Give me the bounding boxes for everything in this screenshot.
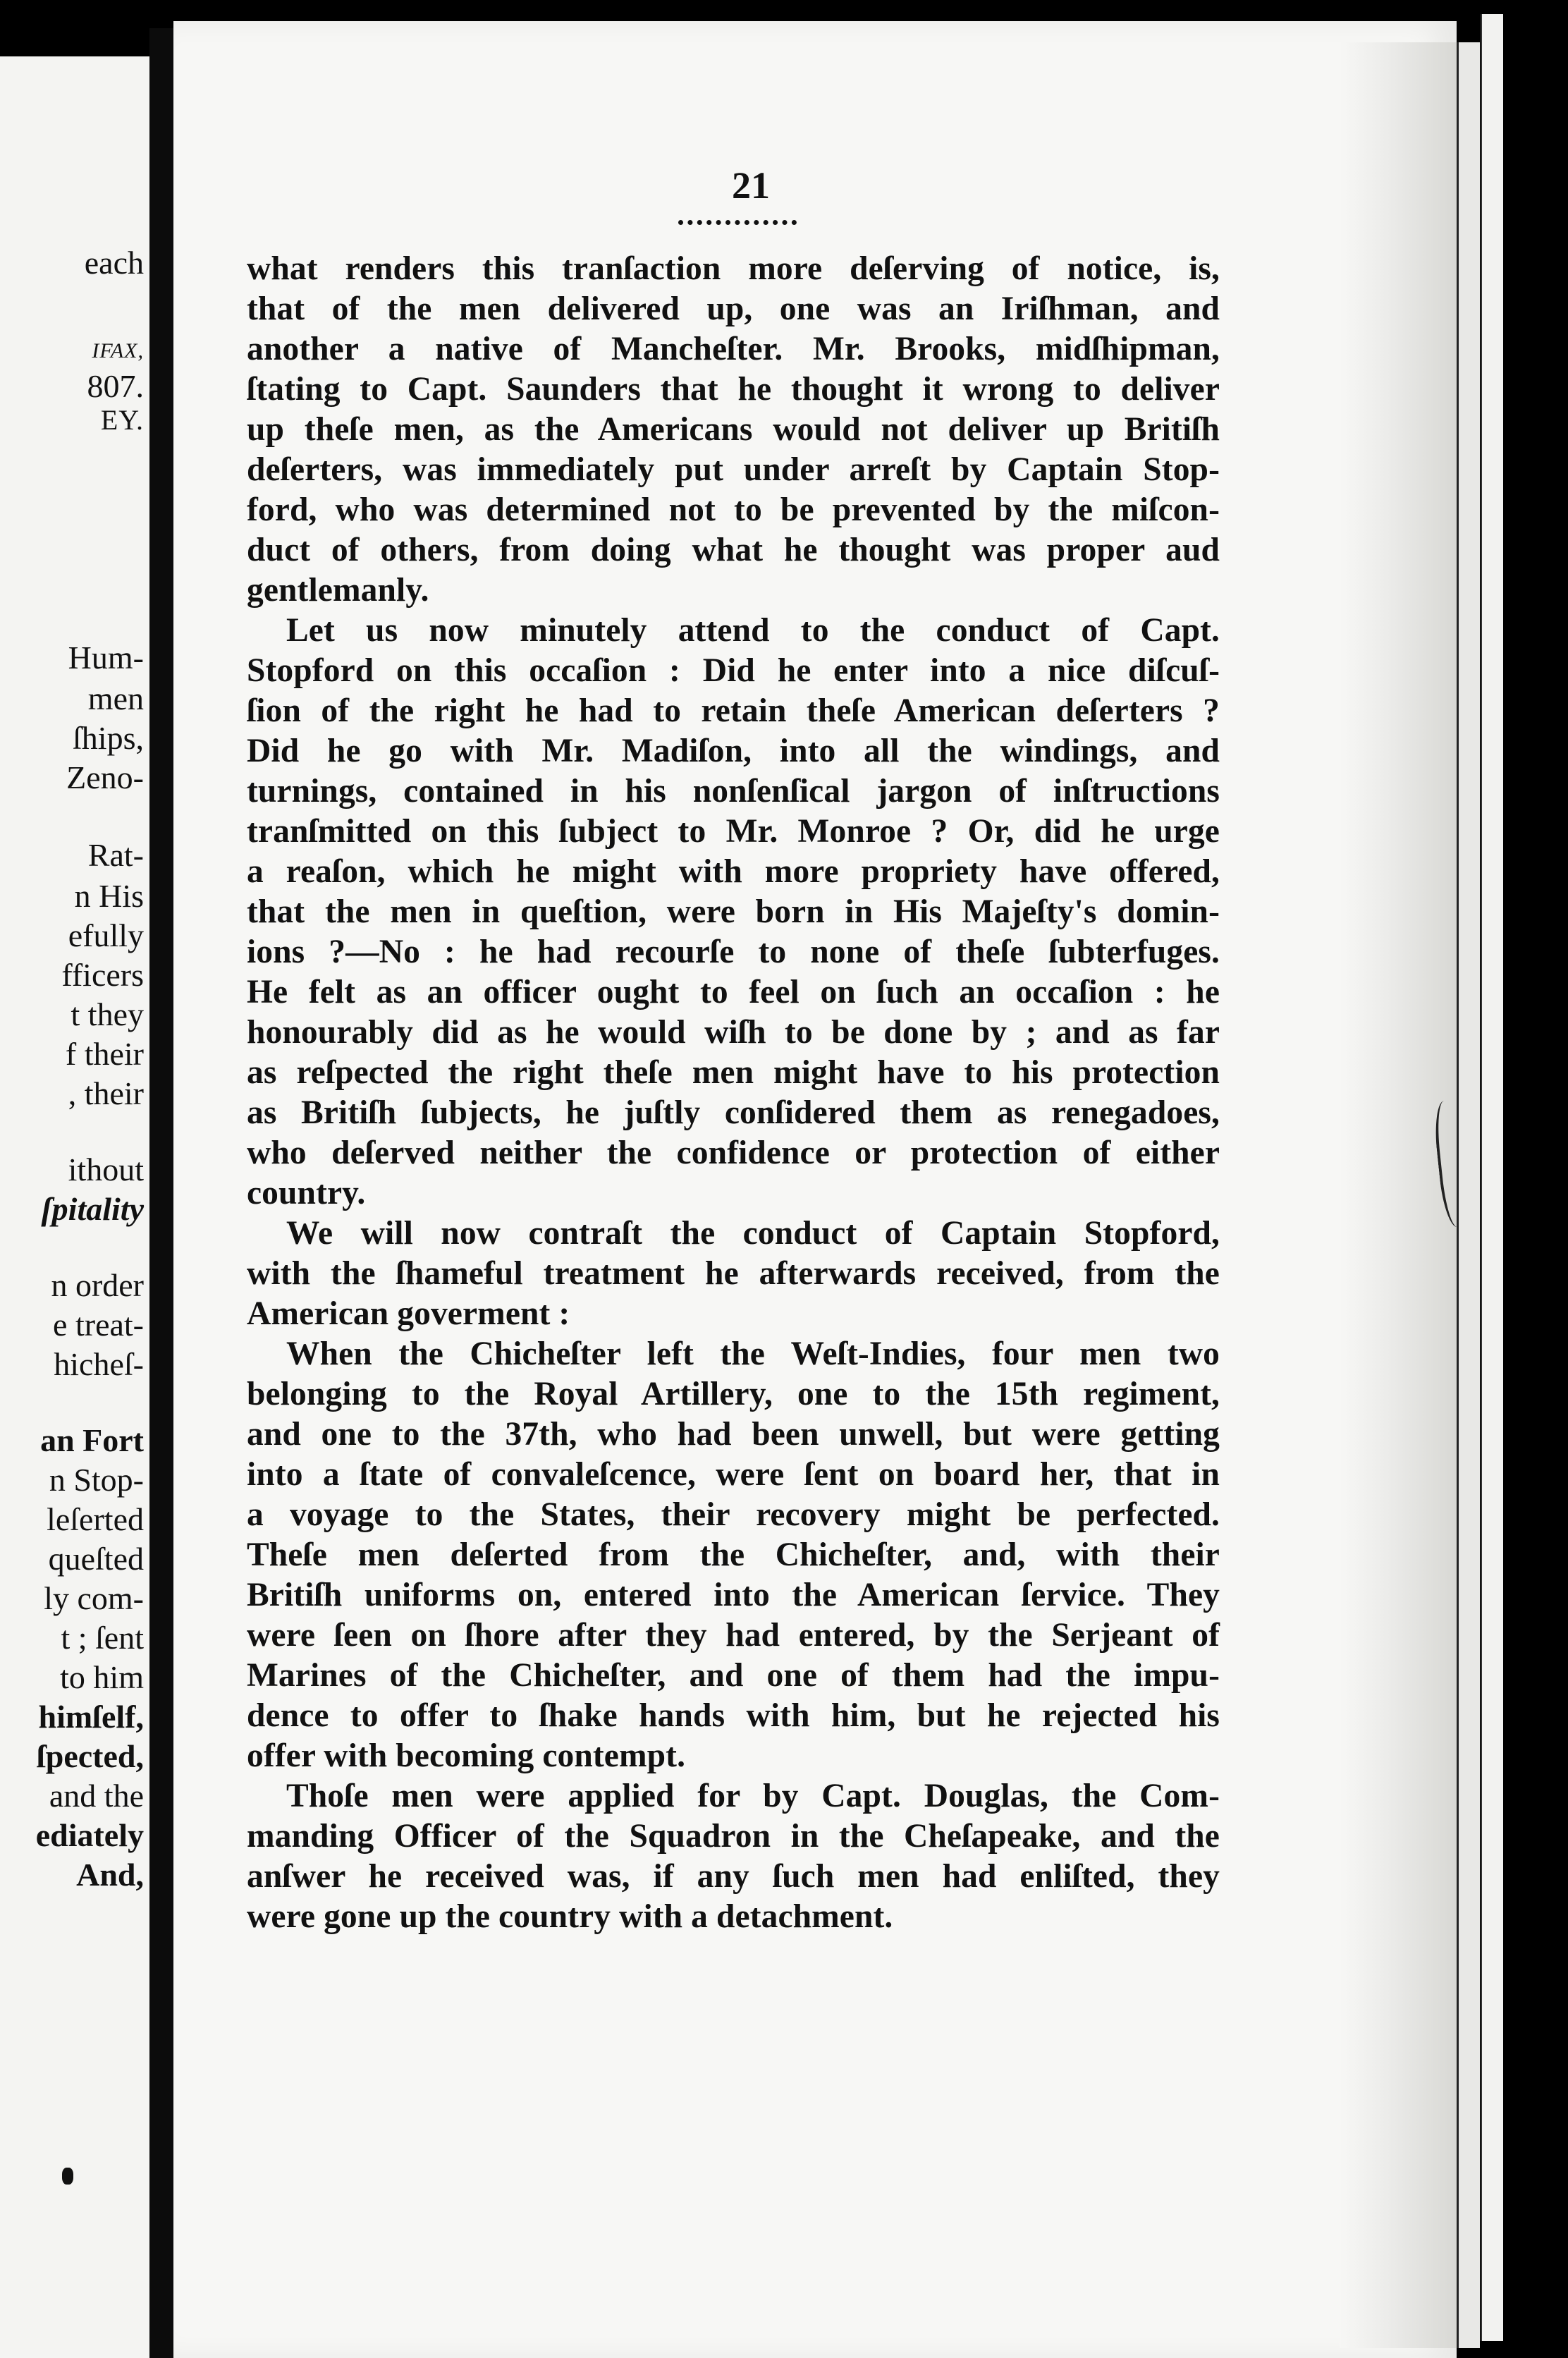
text-line: We will now contraſt the conduct of Captain Stopford, bbox=[286, 1215, 1220, 1252]
text-line: as Britiſh ſubjects, he juſtly conſidered them as renegadoes, bbox=[247, 1094, 1220, 1131]
text-line: into a ſtate of convaleſcence, were ſent on board her, that in bbox=[247, 1456, 1220, 1493]
margin-fragment: an Fort bbox=[40, 1422, 144, 1458]
text-line: gentlemanly. bbox=[247, 572, 429, 609]
margin-fragment: queſted bbox=[48, 1541, 144, 1577]
text-line: ſion of the right he had to retain theſe American deſerters ? bbox=[247, 692, 1220, 729]
text-line: turnings, contained in his nonſenſical jargon of inſtructions bbox=[247, 773, 1220, 810]
text-line: offer with becoming contempt. bbox=[247, 1737, 686, 1774]
previous-page-fragment bbox=[0, 56, 149, 2358]
text-line: were ſeen on ſhore after they had entered, by the Serjeant of bbox=[247, 1617, 1220, 1654]
margin-fragment: ly com- bbox=[44, 1580, 144, 1616]
text-line: what renders this tranſaction more deſerving of notice, is, bbox=[247, 250, 1220, 287]
margin-fragment: himſelf, bbox=[38, 1699, 144, 1735]
margin-fragment: And, bbox=[76, 1857, 144, 1893]
margin-fragment: t they bbox=[71, 996, 144, 1032]
fore-edge-outer bbox=[1481, 14, 1503, 2341]
binding-gutter bbox=[149, 28, 173, 2358]
text-line: anſwer he received was, if any ſuch men had enliſted, they bbox=[247, 1858, 1220, 1895]
margin-fragment: n His bbox=[74, 878, 144, 914]
margin-fragment: Rat- bbox=[87, 837, 144, 873]
text-line: as reſpected the right theſe men might have to his protection bbox=[247, 1054, 1220, 1091]
margin-fragment: leſerted bbox=[47, 1501, 144, 1537]
text-line: Stopford on this occaſion : Did he enter into a nice diſcuſ- bbox=[247, 652, 1220, 689]
text-line: Did he go with Mr. Madiſon, into all the windings, and bbox=[247, 733, 1220, 769]
text-line: tranſmitted on this ſubject to Mr. Monroe ? Or, did he urge bbox=[247, 813, 1220, 850]
text-line: Marines of the Chicheſter, and one of them had the impu- bbox=[247, 1657, 1220, 1694]
margin-fragment: IFAX, bbox=[92, 339, 144, 362]
text-line: and one to the 37th, who had been unwell, but were getting bbox=[247, 1416, 1220, 1453]
folio-dotted-rule bbox=[678, 220, 797, 225]
text-line: ford, who was determined not to be prevented by the miſcon- bbox=[247, 491, 1220, 528]
margin-fragment: EY. bbox=[100, 404, 144, 436]
margin-fragment: e treat- bbox=[53, 1307, 144, 1343]
margin-fragment: ſhips, bbox=[73, 720, 144, 756]
text-line: Thoſe men were applied for by Capt. Douglas, the Com- bbox=[286, 1778, 1220, 1814]
text-line: that of the men delivered up, one was an Iriſhman, and bbox=[247, 291, 1220, 327]
margin-fragment: ithout bbox=[68, 1151, 144, 1187]
text-line: deſerters, was immediately put under arreſt by Captain Stop- bbox=[247, 451, 1220, 488]
text-line: honourably did as he would wiſh to be done by ; and as far bbox=[247, 1014, 1220, 1051]
text-line: manding Officer of the Squadron in the Cheſapeake, and the bbox=[247, 1818, 1220, 1855]
margin-fragment: hicheſ- bbox=[54, 1346, 144, 1382]
margin-fragment: , their bbox=[68, 1075, 144, 1111]
margin-fragment: men bbox=[87, 680, 144, 716]
margin-fragment: t ; ſent bbox=[61, 1620, 144, 1656]
margin-fragment: ſpitality bbox=[41, 1191, 144, 1227]
text-line: ions ?—No : he had recourſe to none of theſe ſubterfuges. bbox=[247, 934, 1220, 970]
margin-fragment: each bbox=[84, 245, 144, 281]
text-line: that the men in queſtion, were born in His Majeſty's domin- bbox=[247, 893, 1220, 930]
text-line: Theſe men deſerted from the Chicheſter, and, with their bbox=[247, 1537, 1220, 1573]
text-line: duct of others, from doing what he thought was proper aud bbox=[247, 532, 1220, 568]
margin-fragment: to him bbox=[60, 1659, 144, 1695]
margin-fragment: n Stop- bbox=[49, 1462, 144, 1498]
margin-fragment: 807. bbox=[87, 368, 144, 404]
margin-fragment: f their bbox=[65, 1036, 144, 1072]
margin-fragment: Zeno- bbox=[66, 759, 144, 795]
text-line: country. bbox=[247, 1175, 366, 1211]
margin-fragment: and the bbox=[49, 1778, 144, 1814]
ink-speck bbox=[62, 2168, 73, 2185]
text-line: a reaſon, which he might with more propriety have offered, bbox=[247, 853, 1220, 890]
text-line: were gone up the country with a detachment. bbox=[247, 1898, 893, 1935]
text-line: When the Chicheſter left the Weſt-Indies, four men two bbox=[286, 1336, 1220, 1372]
margin-fragment: ediately bbox=[35, 1817, 144, 1853]
text-line: Let us now minutely attend to the conduct of Capt. bbox=[286, 612, 1220, 649]
text-line: Britiſh uniforms on, entered into the American ſervice. They bbox=[247, 1577, 1220, 1613]
text-line: dence to offer to ſhake hands with him, but he rejected his bbox=[247, 1697, 1220, 1734]
margin-fragment: Hum- bbox=[68, 640, 144, 676]
text-line: who deſerved neither the confidence or protection of either bbox=[247, 1135, 1220, 1171]
page-shadow-edge bbox=[1340, 42, 1457, 2348]
text-line: American goverment : bbox=[247, 1295, 570, 1332]
margin-fragment: fficers bbox=[61, 957, 144, 993]
text-line: up theſe men, as the Americans would not deliver up Britiſh bbox=[247, 411, 1220, 448]
text-line: He felt as an officer ought to feel on ſuch an occaſion : he bbox=[247, 974, 1220, 1010]
text-line: another a native of Mancheſter. Mr. Brooks, midſhipman, bbox=[247, 331, 1220, 367]
text-line: belonging to the Royal Artillery, one to the 15th regiment, bbox=[247, 1376, 1220, 1412]
margin-fragment: n order bbox=[51, 1267, 144, 1303]
text-line: with the ſhameful treatment he afterwards received, from the bbox=[247, 1255, 1220, 1292]
margin-fragment: ſpected, bbox=[36, 1738, 144, 1774]
margin-fragment: efully bbox=[68, 917, 144, 953]
text-line: a voyage to the States, their recovery might be perfected. bbox=[247, 1496, 1220, 1533]
text-line: ſtating to Capt. Saunders that he thought it wrong to deliver bbox=[247, 371, 1220, 408]
page-number: 21 bbox=[732, 164, 770, 207]
